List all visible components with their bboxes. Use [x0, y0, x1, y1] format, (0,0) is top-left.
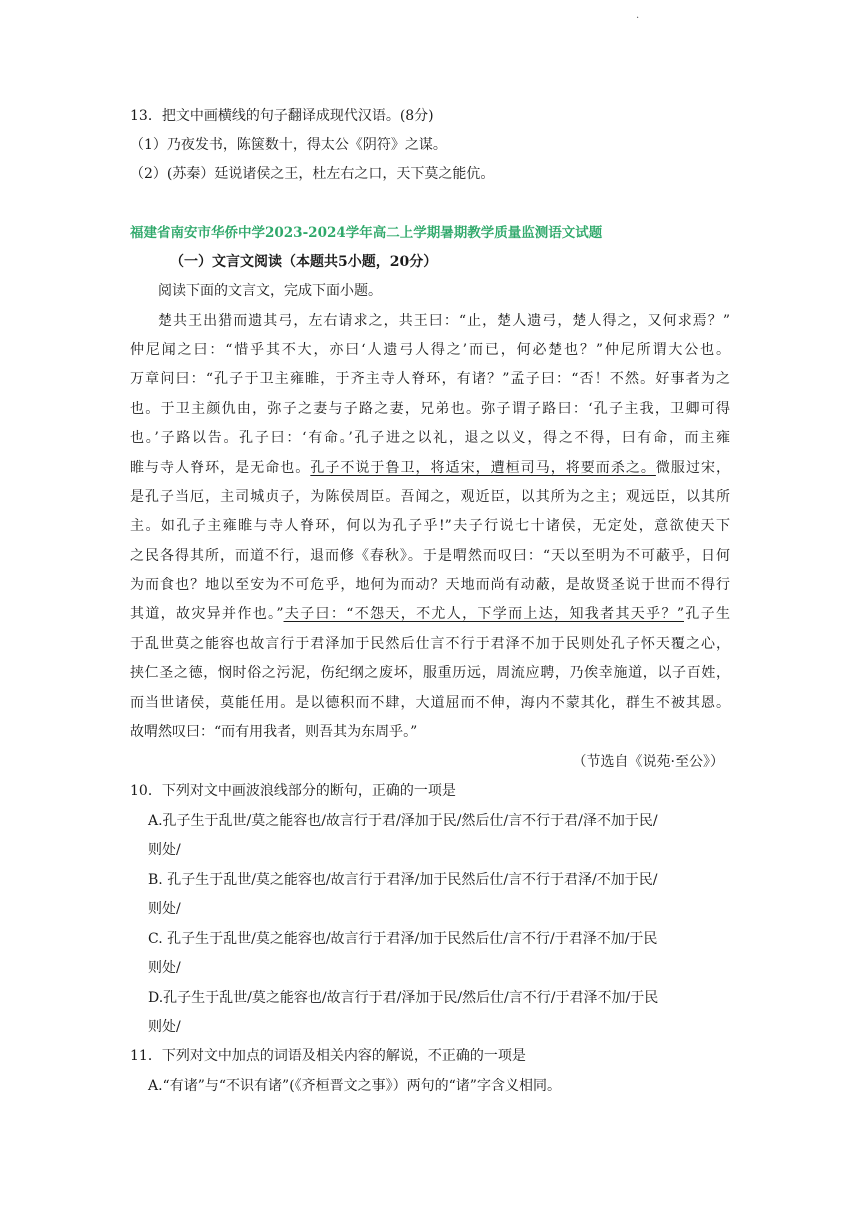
passage-text: 微服过宋， — [655, 460, 731, 476]
passage-line: 故喟然叹曰：“而有用我者，则吾其为东周乎。” — [130, 724, 418, 740]
passage-line — [130, 604, 730, 624]
passage-text: 孔子生 — [683, 606, 730, 622]
q13-title: 13．把文中画横线的句子翻译成现代汉语。(8分) — [130, 108, 434, 124]
passage-text: 其道，故灾异并作也。” — [130, 606, 284, 622]
passage-line: 是孔子当厄，主司城贞子，为陈侯周臣。吾闻之，观近臣，以其所为之主；观远臣，以其所 — [130, 489, 730, 505]
passage-line: 万章问曰：“孔子于卫主雍睢，于齐主寺人脊环，有诸？”孟子曰：“否！不然。好事者为之 — [130, 371, 730, 387]
passage-line: 仲尼闻之曰：“惜乎其不大，亦曰‘人遗弓人得之’而已，何必楚也？”仲尼所谓大公也。 — [130, 342, 730, 358]
q13-item-1: （1）乃夜发书，陈箧数十，得太公《阴符》之谋。 — [130, 137, 447, 153]
passage-line: 而当世诸侯，莫能任用。是以德积而不肆，大道屈而不伸，海内不蒙其化，群生不被其恩。 — [130, 695, 730, 711]
passage-line: 也。’子路以告。孔子曰：‘有命。’孔子进之以礼，退之以义，得之不得，曰有命，而主雍 — [130, 430, 730, 446]
underlined-sentence: 孔子不说于鲁卫，将适宋，遭桓司马，将要而杀之。 — [310, 460, 656, 476]
passage-line: 之民各得其所，而道不行，退而修《春秋》。于是喟然而叹曰：“天以至明为不可蔽乎，日何 — [130, 548, 730, 564]
q11-option-a: A.“有诸”与“不识有诸”(《齐桓晋文之事》）两句的“诸”字含义相同。 — [148, 1078, 561, 1094]
underlined-sentence: 夫子曰：“不怨天，不尤人，下学而上达，知我者其天乎？” — [283, 606, 684, 622]
passage-text: 睢与寺人脊环，是无命也。 — [130, 460, 311, 476]
instruction: 阅读下面的文言文，完成下面小题。 — [158, 283, 382, 299]
passage-line: 挟仁圣之德，悯时俗之污泥，伤纪纲之废坏，服重历远，周流应聘，乃俟幸施道，以子百姓， — [130, 665, 730, 681]
q10-option-b: B. 孔子生于乱世/莫之能容也/故言行于君泽/加于民然后仕/言不行于君泽/不加于民/ — [148, 872, 658, 888]
page-dot: . — [636, 10, 640, 21]
passage-line: 为而食也？地以至安为不可危乎，地何为而动？天地而尚有动蔽，是故贤圣说于世而不得行 — [130, 577, 730, 593]
q10-option-a-cont: 则处/ — [148, 842, 181, 858]
q10-title: 10．下列对文中画波浪线部分的断句，正确的一项是 — [130, 783, 456, 799]
q10-option-a: A.孔子生于乱世/莫之能容也/故言行于君/泽加于民/然后仕/言不行于君/泽不加于民/ — [148, 813, 658, 829]
passage-line — [130, 458, 730, 478]
passage-source: （节选自《说苑·至公》） — [572, 754, 724, 770]
q10-option-d-cont: 则处/ — [148, 1019, 181, 1035]
passage-line: 也。于卫主颜仇由，弥子之妻与子路之妻，兄弟也。弥子谓子路曰：‘孔子主我，卫卿可得 — [130, 401, 730, 417]
part-title: （一）文言文阅读（本题共5小题，20分） — [170, 254, 438, 270]
q10-option-b-cont: 则处/ — [148, 901, 181, 917]
q10-option-d: D.孔子生于乱世/莫之能容也/故言行于君/泽加于民/然后仕/言不行/于君泽不加/于民 — [148, 990, 659, 1006]
wavy-underlined-passage: 于乱世莫之能容也故言行于君泽加于民然后仕言不行于君泽不加于民则处孔子怀天覆之心， — [130, 636, 730, 652]
q10-option-c-cont: 则处/ — [148, 960, 181, 976]
q10-option-c: C. 孔子生于乱世/莫之能容也/故言行于君泽/加于民然后仕/言不行/于君泽不加/于民 — [148, 931, 658, 947]
q13-item-2: （2）(苏秦）廷说诸侯之王，杜左右之口，天下莫之能伉。 — [130, 166, 495, 182]
q11-title: 11．下列对文中加点的词语及相关内容的解说，不正确的一项是 — [130, 1048, 526, 1064]
source-title: 福建省南安市华侨中学2023-2024学年高二上学期暑期教学质量监测语文试题 — [130, 225, 603, 241]
passage-line: 楚共王出猎而遗其弓，左右请求之，共王曰：“止，楚人遗弓，楚人得之，又何求焉？” — [158, 313, 730, 329]
passage-line: 主。如孔子主雍睢与寺人脊环，何以为孔子乎!”夫子行说七十诸侯，无定处，意欲使天下 — [130, 518, 730, 534]
